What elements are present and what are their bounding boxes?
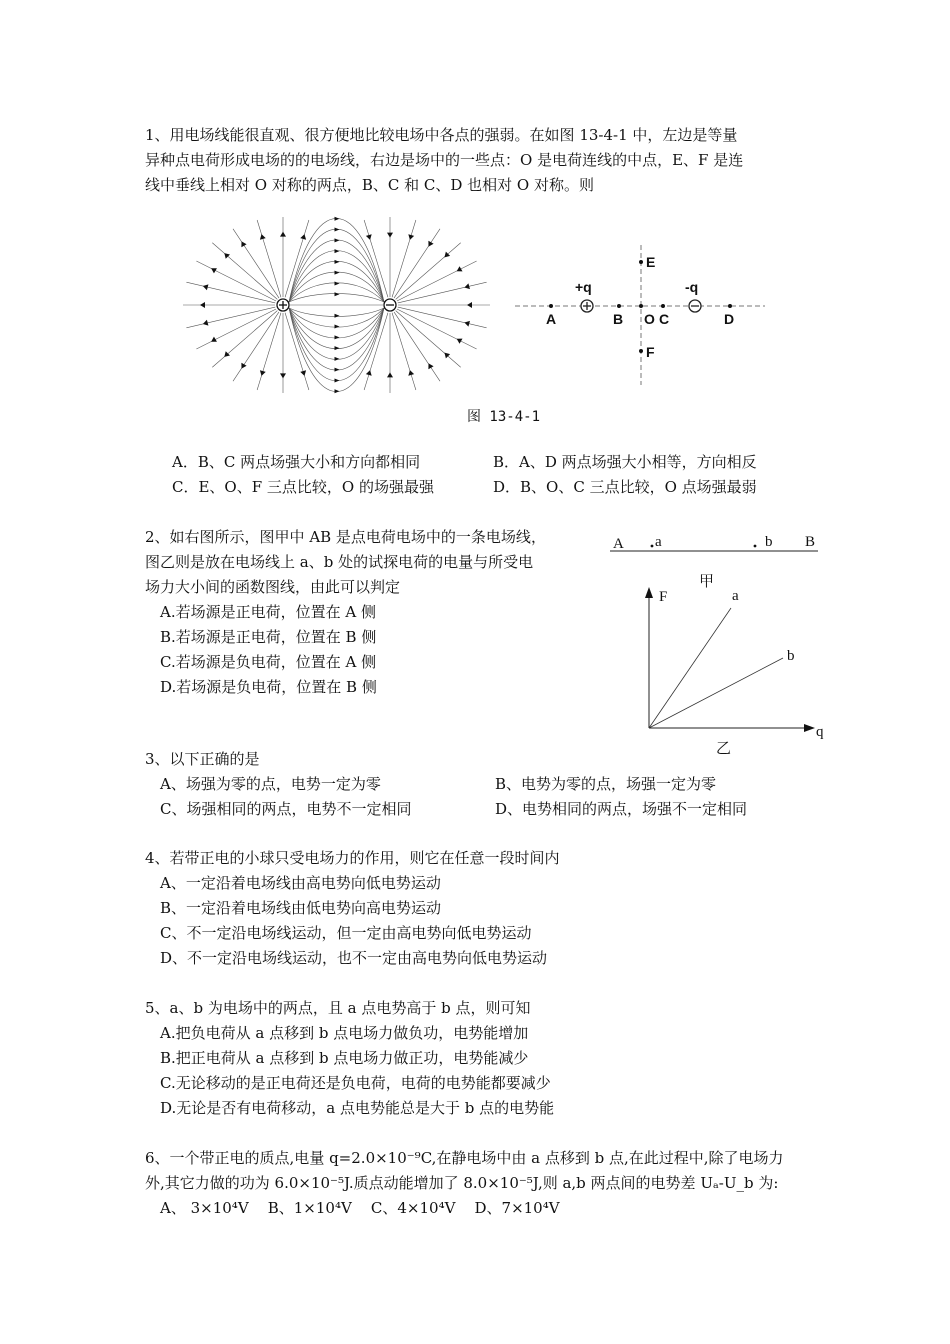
q5-option-a: A.把负电荷从 a 点移到 b 点电场力做负功，电势能增加 — [160, 1024, 529, 1042]
q6-option-b: B、1×10⁴V — [267, 1199, 352, 1217]
q2-option-c: C.若场源是负电荷，位置在 A 侧 — [160, 653, 377, 671]
q1-option-a: A．B、C 两点场强大小和方向都相同 — [172, 453, 421, 471]
q3-option-b: B、电势为零的点，场强一定为零 — [495, 775, 717, 793]
label-neg-charge: -q — [685, 279, 699, 295]
dipole-points-figure — [515, 245, 765, 385]
q1-stem-line-3: 线中垂线上相对 O 对称的两点，B、C 和 C、D 也相对 O 对称。则 — [145, 176, 594, 194]
q1-option-c: C．E、O、F 三点比较，O 的场强最强 — [172, 478, 434, 496]
q6-stem-line-2: 外,其它力做的功为 6.0×10⁻⁵J.质点动能增加了 8.0×10⁻⁵J,则 a,b 两点间的电势差 Uₐ-U_b 为: — [145, 1174, 779, 1192]
q2-label-b: b — [765, 534, 773, 550]
q5-option-c: C.无论移动的是正电荷还是负电荷，电荷的电势能都要减少 — [160, 1074, 551, 1092]
q3-option-a: A、场强为零的点，电势一定为零 — [160, 775, 381, 793]
q2-label-yi: 乙 — [716, 741, 732, 757]
q1-option-d: D．B、O、C 三点比较，O 点场强最弱 — [493, 478, 757, 496]
q2-label-F: F — [659, 589, 668, 605]
q6-option-d: D、7×10⁴V — [474, 1199, 560, 1217]
q5-option-b: B.把正电荷从 a 点移到 b 点电场力做正功，电势能减少 — [160, 1049, 529, 1067]
q2-stem-line-1: 2、如右图所示，图甲中 AB 是点电荷电场中的一条电场线， — [145, 528, 546, 546]
q6-stem-line-1: 6、一个带正电的质点,电量 q=2.0×10⁻⁹C,在静电场中由 a 点移到 b 点,在此过程中,除了电场力 — [145, 1149, 784, 1167]
q6-option-a: A、 3×10⁴V — [160, 1199, 249, 1217]
q3-stem: 3、以下正确的是 — [145, 750, 260, 768]
q6-option-c: C、4×10⁴V — [370, 1199, 456, 1217]
label-pos-charge: +q — [575, 279, 592, 295]
q5-option-d: D.无论是否有电荷移动，a 点电势能总是大于 b 点的电势能 — [160, 1099, 555, 1117]
q2-label-B: B — [805, 534, 816, 550]
q5-stem: 5、a、b 为电场中的两点，且 a 点电势高于 b 点，则可知 — [145, 999, 531, 1017]
q2-label-q: q — [816, 724, 824, 740]
q4-option-b: B、一定沿着电场线由低电势向高电势运动 — [160, 899, 442, 917]
question-5 — [145, 996, 815, 1121]
q2-label-a: a — [655, 534, 662, 550]
question-1 — [145, 123, 815, 198]
label-point-O: O — [644, 311, 655, 327]
q1-stem-line-2: 异种点电荷形成电场的的电场线，右边是场中的一些点：O 是电荷连线的中点，E、F 是连 — [145, 151, 744, 169]
q4-option-c: C、不一定沿电场线运动，但一定由高电势向低电势运动 — [160, 924, 532, 942]
q2-option-d: D.若场源是负电荷，位置在 B 侧 — [160, 678, 377, 696]
q2-stem-line-2: 图乙则是放在电场线上 a、b 处的试探电荷的电量与所受电 — [145, 553, 534, 571]
q2-figure — [605, 525, 830, 760]
figure-caption-13-4-1: 图 13-4-1 — [467, 409, 541, 425]
q3-option-c: C、场强相同的两点，电势不一定相同 — [160, 800, 412, 818]
dipole-field-lines-figure — [190, 215, 490, 395]
label-point-D: D — [724, 311, 735, 327]
q4-option-d: D、不一定沿电场线运动，也不一定由高电势向低电势运动 — [160, 949, 548, 967]
question-2 — [145, 525, 585, 700]
label-point-B: B — [613, 311, 624, 327]
label-point-E: E — [646, 254, 656, 270]
q4-stem: 4、若带正电的小球只受电场力的作用，则它在任意一段时间内 — [145, 849, 560, 867]
label-point-A: A — [546, 311, 557, 327]
q2-option-a: A.若场源是正电荷，位置在 A 侧 — [160, 603, 376, 621]
q4-option-a: A、一定沿着电场线由高电势向低电势运动 — [160, 874, 441, 892]
question-6 — [145, 1146, 815, 1221]
label-point-C: C — [659, 311, 670, 327]
question-4 — [145, 846, 815, 971]
q2-label-jia: 甲 — [699, 574, 715, 590]
question-3 — [145, 747, 815, 822]
label-point-F: F — [646, 344, 655, 360]
q2-option-b: B.若场源是正电荷，位置在 B 侧 — [160, 628, 377, 646]
q3-option-d: D、电势相同的两点，场强不一定相同 — [495, 800, 748, 818]
q2-graph-label-a: a — [732, 588, 739, 604]
q2-graph-label-b: b — [787, 648, 795, 664]
q1-stem-line-1: 1、用电场线能很直观、很方便地比较电场中各点的强弱。在如图 13-4-1 中，左边是等量 — [145, 126, 738, 144]
q1-option-b: B．A、D 两点场强大小相等，方向相反 — [493, 453, 757, 471]
q2-stem-line-3: 场力大小间的函数图线，由此可以判定 — [145, 578, 401, 596]
q2-label-A: A — [613, 536, 624, 552]
